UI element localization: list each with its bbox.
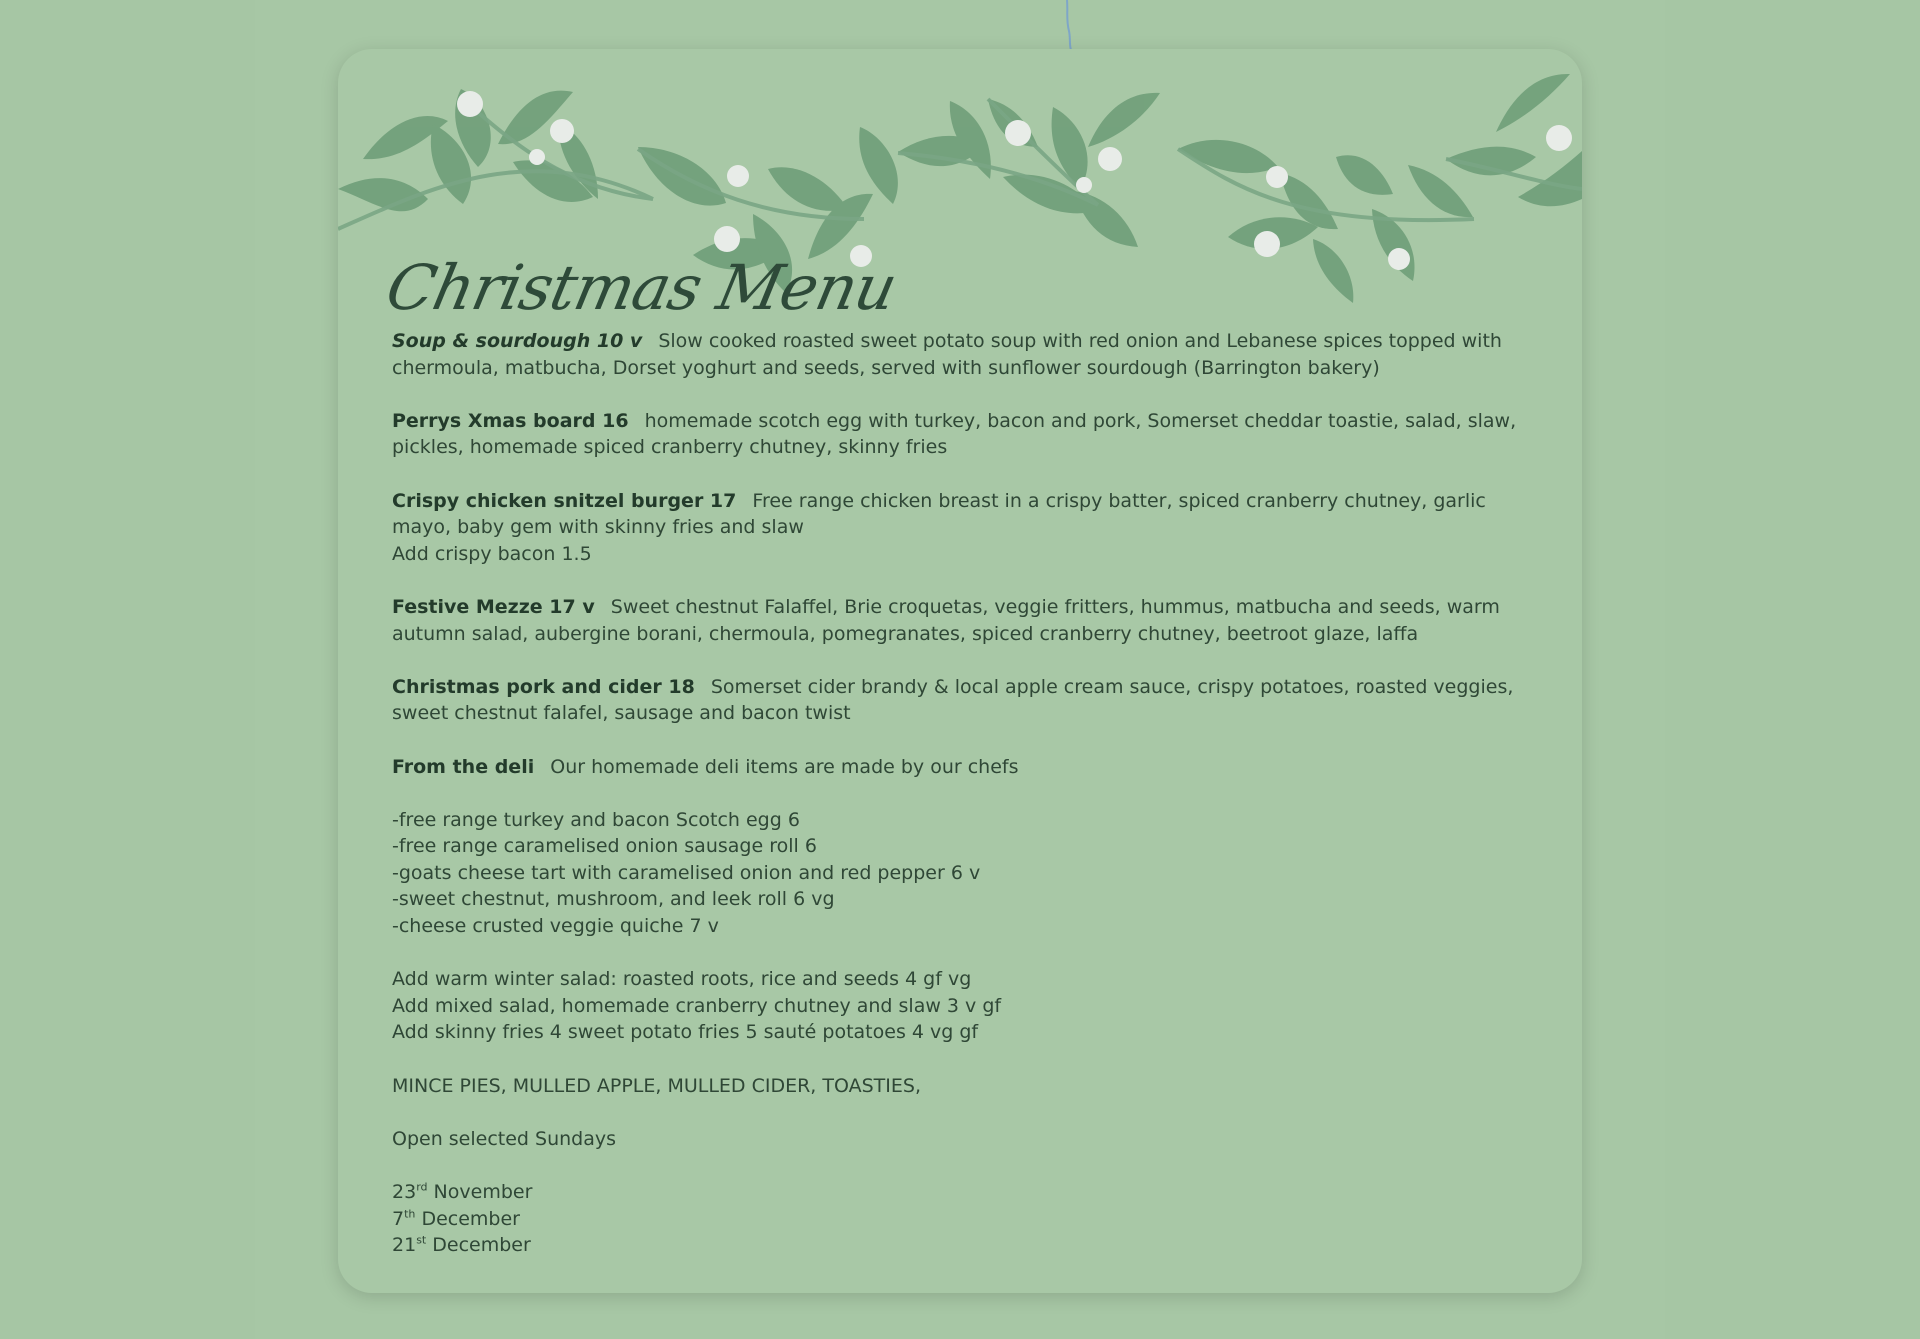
- date-day: 23: [392, 1181, 417, 1203]
- menu-item-name: Festive Mezze 17 v: [392, 595, 595, 618]
- list-item: -sweet chestnut, mushroom, and leek roll 6 vg: [392, 888, 835, 911]
- menu-item-name: From the deli: [392, 755, 535, 778]
- specials-line: MINCE PIES, MULLED APPLE, MULLED CIDER, TOASTIES,: [392, 1074, 921, 1097]
- date-item: [392, 1179, 1517, 1206]
- date-day: 21: [392, 1234, 417, 1257]
- deli-list: [392, 807, 1517, 940]
- list-item: -free range turkey and bacon Scotch egg 6: [392, 808, 800, 831]
- date-suffix: rd: [416, 1180, 428, 1194]
- menu-item-extra: Add crispy bacon 1.5: [392, 542, 592, 565]
- menu-content: [392, 328, 1517, 1259]
- date-month: December: [432, 1234, 531, 1257]
- menu-item: [392, 594, 1517, 647]
- menu-item-name: Perrys Xmas board 16: [392, 409, 629, 432]
- menu-item-description: Free range chicken breast in a crispy batter, spiced cranberry chutney, garlic mayo, baby gem with skinny fries and slaw: [392, 489, 1486, 539]
- menu-item-description: homemade scotch egg with turkey, bacon and pork, Somerset cheddar toastie, salad, slaw, pickles, homemade spiced cranberry chutney, skinny fries: [392, 409, 1517, 459]
- menu-item-name: Soup & sourdough 10 v: [392, 330, 643, 352]
- sunday-heading: Open selected Sundays: [392, 1127, 617, 1150]
- add-ons-list: [392, 966, 1517, 1046]
- list-item: -free range caramelised onion sausage roll 6: [392, 835, 817, 858]
- menu-item-description: Slow cooked roasted sweet potato soup with red onion and Lebanese spices topped with chermoula, matbucha, Dorset yoghurt and seeds, served with sunflower sourdough (Barrington bakery): [392, 330, 1502, 379]
- date-day: 7: [392, 1207, 405, 1230]
- menu-title: Christmas Menu: [380, 251, 903, 324]
- list-item: -goats cheese tart with caramelised onion and red pepper 6 v: [392, 861, 981, 884]
- menu-item-name: Christmas pork and cider 18: [392, 675, 695, 698]
- menu-item: [392, 488, 1517, 568]
- date-month: December: [421, 1207, 520, 1230]
- list-item: Add mixed salad, homemade cranberry chutney and slaw 3 v gf: [392, 994, 1002, 1017]
- menu-item: [392, 754, 1517, 781]
- date-list: [392, 1179, 1517, 1259]
- menu-item: [392, 408, 1517, 461]
- date-suffix: st: [416, 1233, 427, 1247]
- menu-item-description: Sweet chestnut Falaffel, Brie croquetas, veggie fritters, hummus, matbucha and seeds, warm autumn salad, aubergine borani, chermoula, pomegranates, spiced cranberry chutney, beetroot glaze, laffa: [392, 595, 1500, 645]
- list-item: Add warm winter salad: roasted roots, rice and seeds 4 gf vg: [392, 968, 972, 991]
- menu-item-description: Somerset cider brandy & local apple cream sauce, crispy potatoes, roasted veggies, sweet chestnut falafel, sausage and bacon twist: [392, 675, 1514, 725]
- menu-card: [338, 49, 1582, 1293]
- date-item: [392, 1232, 1517, 1259]
- menu-item: [392, 328, 1517, 381]
- menu-item-description: Our homemade deli items are made by our chefs: [550, 755, 1019, 778]
- menu-item-name: Crispy chicken snitzel burger 17: [392, 489, 737, 512]
- date-month: November: [433, 1181, 533, 1203]
- date-suffix: th: [404, 1207, 416, 1221]
- list-item: -cheese crusted veggie quiche 7 v: [392, 915, 719, 938]
- menu-item: [392, 674, 1517, 727]
- list-item: Add skinny fries 4 sweet potato fries 5 sauté potatoes 4 vg gf: [392, 1021, 979, 1044]
- date-item: [392, 1206, 1517, 1233]
